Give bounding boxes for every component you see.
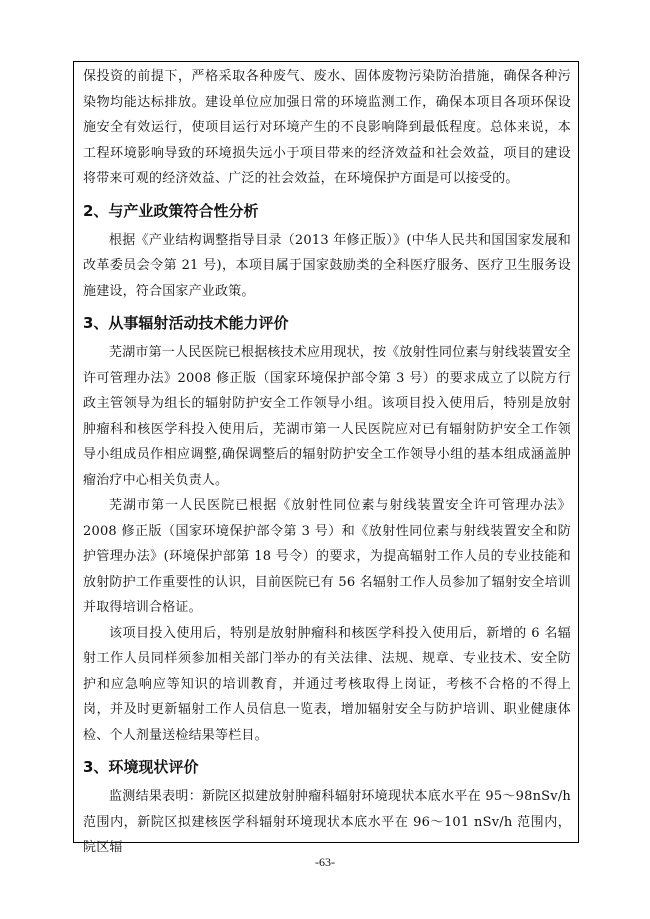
page-number: -63-	[315, 855, 335, 869]
section-heading: 3、从事辐射活动技术能力评价	[83, 314, 289, 332]
paragraph: 芜湖市第一人民医院已根据核技术应用现状，按《放射性同位素与射线装置安全许可管理办法》2008 修正版（国家环境保护部令第 3 号）的要求成立了以院方行政主管领导为组长的辐射防护安全工作领导小组。该项目投入使用后，特别是放射肿瘤科和核医学科投入使用后，芜湖市第一人民医院应对已有辐射防护安全工作领导小组成员作相应调整,确保调整后的辐射防护安全工作领导小组的基本组成涵盖肿瘤治疗中心相关负责人。	[83, 345, 572, 488]
paragraph: 监测结果表明：新院区拟建放射肿瘤科辐射环境现状本底水平在 95～98nSv/h 范围内，新院区拟建核医学科辐射环境现状本底水平在 96～101 nSv/h 范围内，院区辐	[83, 789, 571, 855]
document-body	[83, 64, 571, 861]
paragraph: 芜湖市第一人民医院已根据《放射性同位素与射线装置安全许可管理办法》2008 修正版（国家环境保护部令第 3 号）和《放射性同位素与射线装置安全和防护管理办法》(环境保护部第 18 号令）的要求，为提高辐射工作人员的专业技能和放射防护工作重要性的认识，目前医院已有 56 名辐射工作人员参加了辐射安全培训并取得培训合格证。	[83, 498, 571, 615]
paragraph: 根据《产业结构调整指导目录（2013 年修正版）》(中华人民共和国国家发展和改革委员会令第 21 号)，本项目属于国家鼓励类的全科医疗服务、医疗卫生服务设施建设，符合国家产业政策。	[83, 232, 571, 299]
section-heading: 2、与产业政策符合性分析	[83, 201, 259, 220]
paragraph: 该项目投入使用后，特别是放射肿瘤科和核医学科投入使用后，新增的 6 名辐射工作人员同样须参加相关部门举办的有关法律、法规、规章、专业技术、安全防护和应急响应等知识的培训教育，并通过考核取得上岗证，考核不合格的不得上岗，并及时更新辐射工作人员信息一览表，增加辐射安全与防护培训、职业健康体检、个人剂量送检结果等栏目。	[83, 625, 571, 743]
paragraph: 保投资的前提下，严格采取各种废气、废水、固体废物污染防治措施，确保各种污染物均能达标排放。建设单位应加强日常的环境监测工作，确保本项目各项环保设施安全有效运行，使项目运行对环境产生的不良影响降到最低程度。总体来说，本工程环境影响导致的环境损失远小于项目带来的经济效益和社会效益，项目的建设将带来可观的经济效益、广泛的社会效益，在环境保护方面是可以接受的。	[83, 69, 571, 186]
section-heading: 3、环境现状评价	[83, 758, 199, 776]
